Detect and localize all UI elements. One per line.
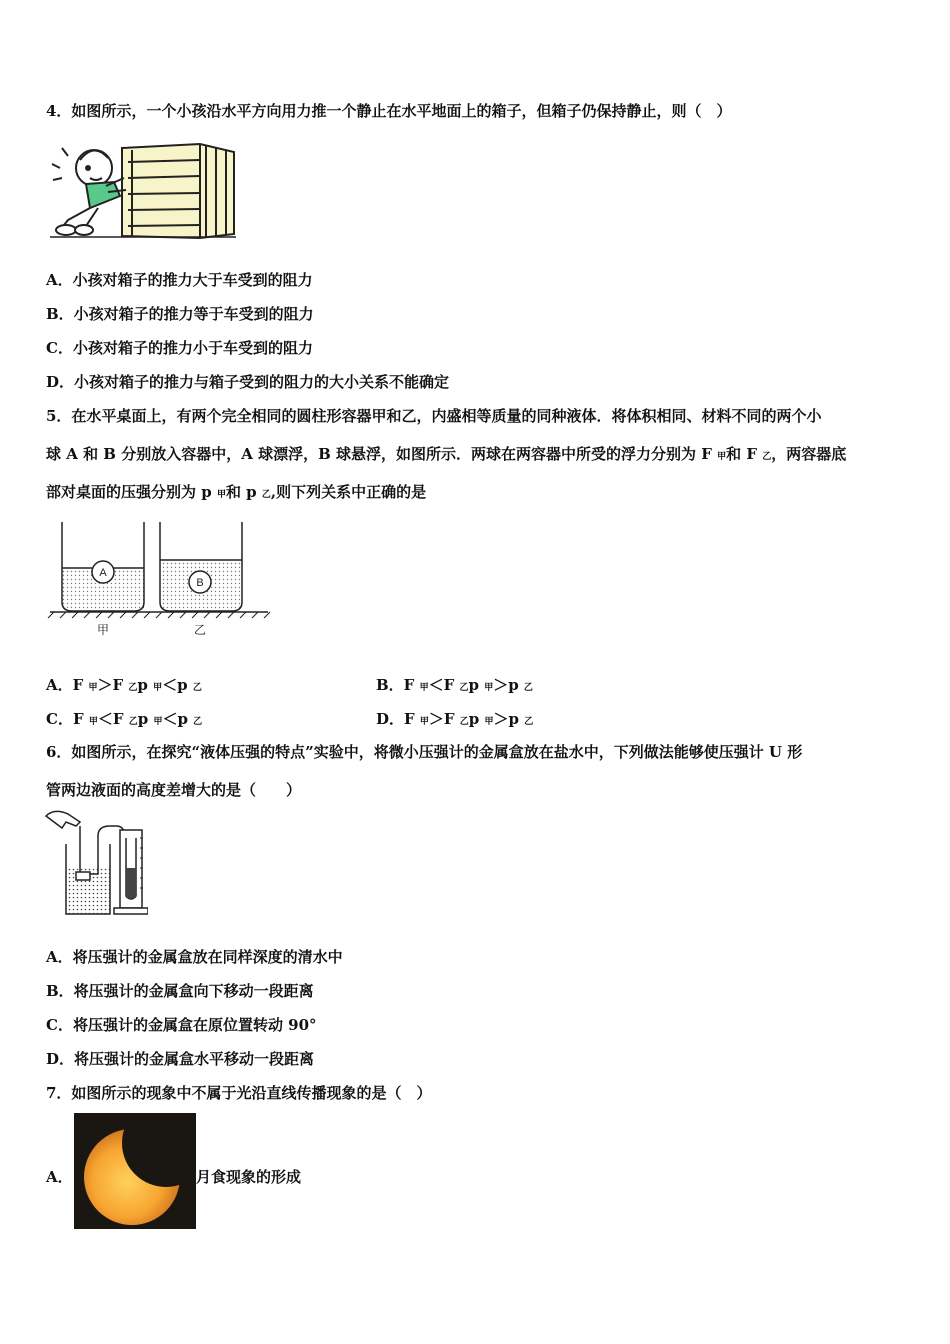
hand-icon bbox=[46, 811, 80, 828]
q6-figure-pressure-gauge bbox=[44, 808, 148, 918]
q4-option-c: C．小孩对箱子的推力小于车受到的阻力 bbox=[46, 339, 313, 357]
q4-figure-child-pushing-box bbox=[50, 138, 236, 240]
ground-hatching bbox=[48, 612, 270, 618]
q5-stem-line3: 部对桌面的压强分别为 p 甲和 p 乙,则下列关系中正确的是 bbox=[46, 483, 427, 501]
label-jia: 甲 bbox=[96, 623, 110, 637]
q6-option-a: A．将压强计的金属盒放在同样深度的清水中 bbox=[46, 948, 343, 966]
q6-stem-line1: 6．如图所示，在探究“液体压强的特点”实验中，将微小压强计的金属盒放在盐水中，下列做法能够使压强计 U 形 bbox=[46, 743, 803, 761]
q5-option-a: A．F 甲＞F 乙p 甲＜p 乙 bbox=[46, 676, 202, 694]
q7-option-a-label: A． bbox=[46, 1168, 73, 1186]
q5-option-d: D．F 甲＞F 乙p 甲＞p 乙 bbox=[376, 710, 534, 728]
ball-b-label: B bbox=[196, 577, 204, 589]
q4-option-a: A．小孩对箱子的推力大于车受到的阻力 bbox=[46, 271, 313, 289]
q5-stem-line2: 球 A 和 B 分别放入容器中，A 球漂浮，B 球悬浮，如图所示．两球在两容器中所受的浮力分别为 F 甲和 F 乙，两容器底 bbox=[46, 445, 847, 463]
q7-option-a-text: 月食现象的形成 bbox=[196, 1168, 302, 1186]
q5-option-b: B．F 甲＜F 乙p 甲＞p 乙 bbox=[376, 676, 533, 694]
q5-figure-two-containers bbox=[46, 518, 272, 642]
q7-stem: 7．如图所示的现象中不属于光沿直线传播现象的是（ ） bbox=[46, 1084, 432, 1102]
q4-stem: 4．如图所示，一个小孩沿水平方向用力推一个静止在水平地面上的箱子，但箱子仍保持静止，则（ ） bbox=[46, 102, 732, 120]
q6-option-b: B．将压强计的金属盒向下移动一段距离 bbox=[46, 982, 314, 1000]
q7-eclipse-photo bbox=[74, 1113, 196, 1229]
q6-option-c: C．将压强计的金属盒在原位置转动 90° bbox=[46, 1016, 317, 1034]
q4-option-b: B．小孩对箱子的推力等于车受到的阻力 bbox=[46, 305, 314, 323]
q6-option-d: D．将压强计的金属盒水平移动一段距离 bbox=[46, 1050, 315, 1068]
q5-stem-line1: 5．在水平桌面上，有两个完全相同的圆柱形容器甲和乙，内盛相等质量的同种液体．将体积相同、材料不同的两个小 bbox=[46, 407, 822, 425]
crate-icon bbox=[122, 144, 234, 238]
child-icon bbox=[52, 148, 126, 235]
q6-stem-line2: 管两边液面的高度差增大的是（ ） bbox=[46, 781, 302, 799]
q4-option-d: D．小孩对箱子的推力与箱子受到的阻力的大小关系不能确定 bbox=[46, 373, 450, 391]
ball-a-label: A bbox=[99, 567, 107, 579]
container-yi bbox=[160, 522, 242, 611]
q5-option-c: C．F 甲＜F 乙p 甲＜p 乙 bbox=[46, 710, 203, 728]
label-yi: 乙 bbox=[193, 623, 207, 637]
